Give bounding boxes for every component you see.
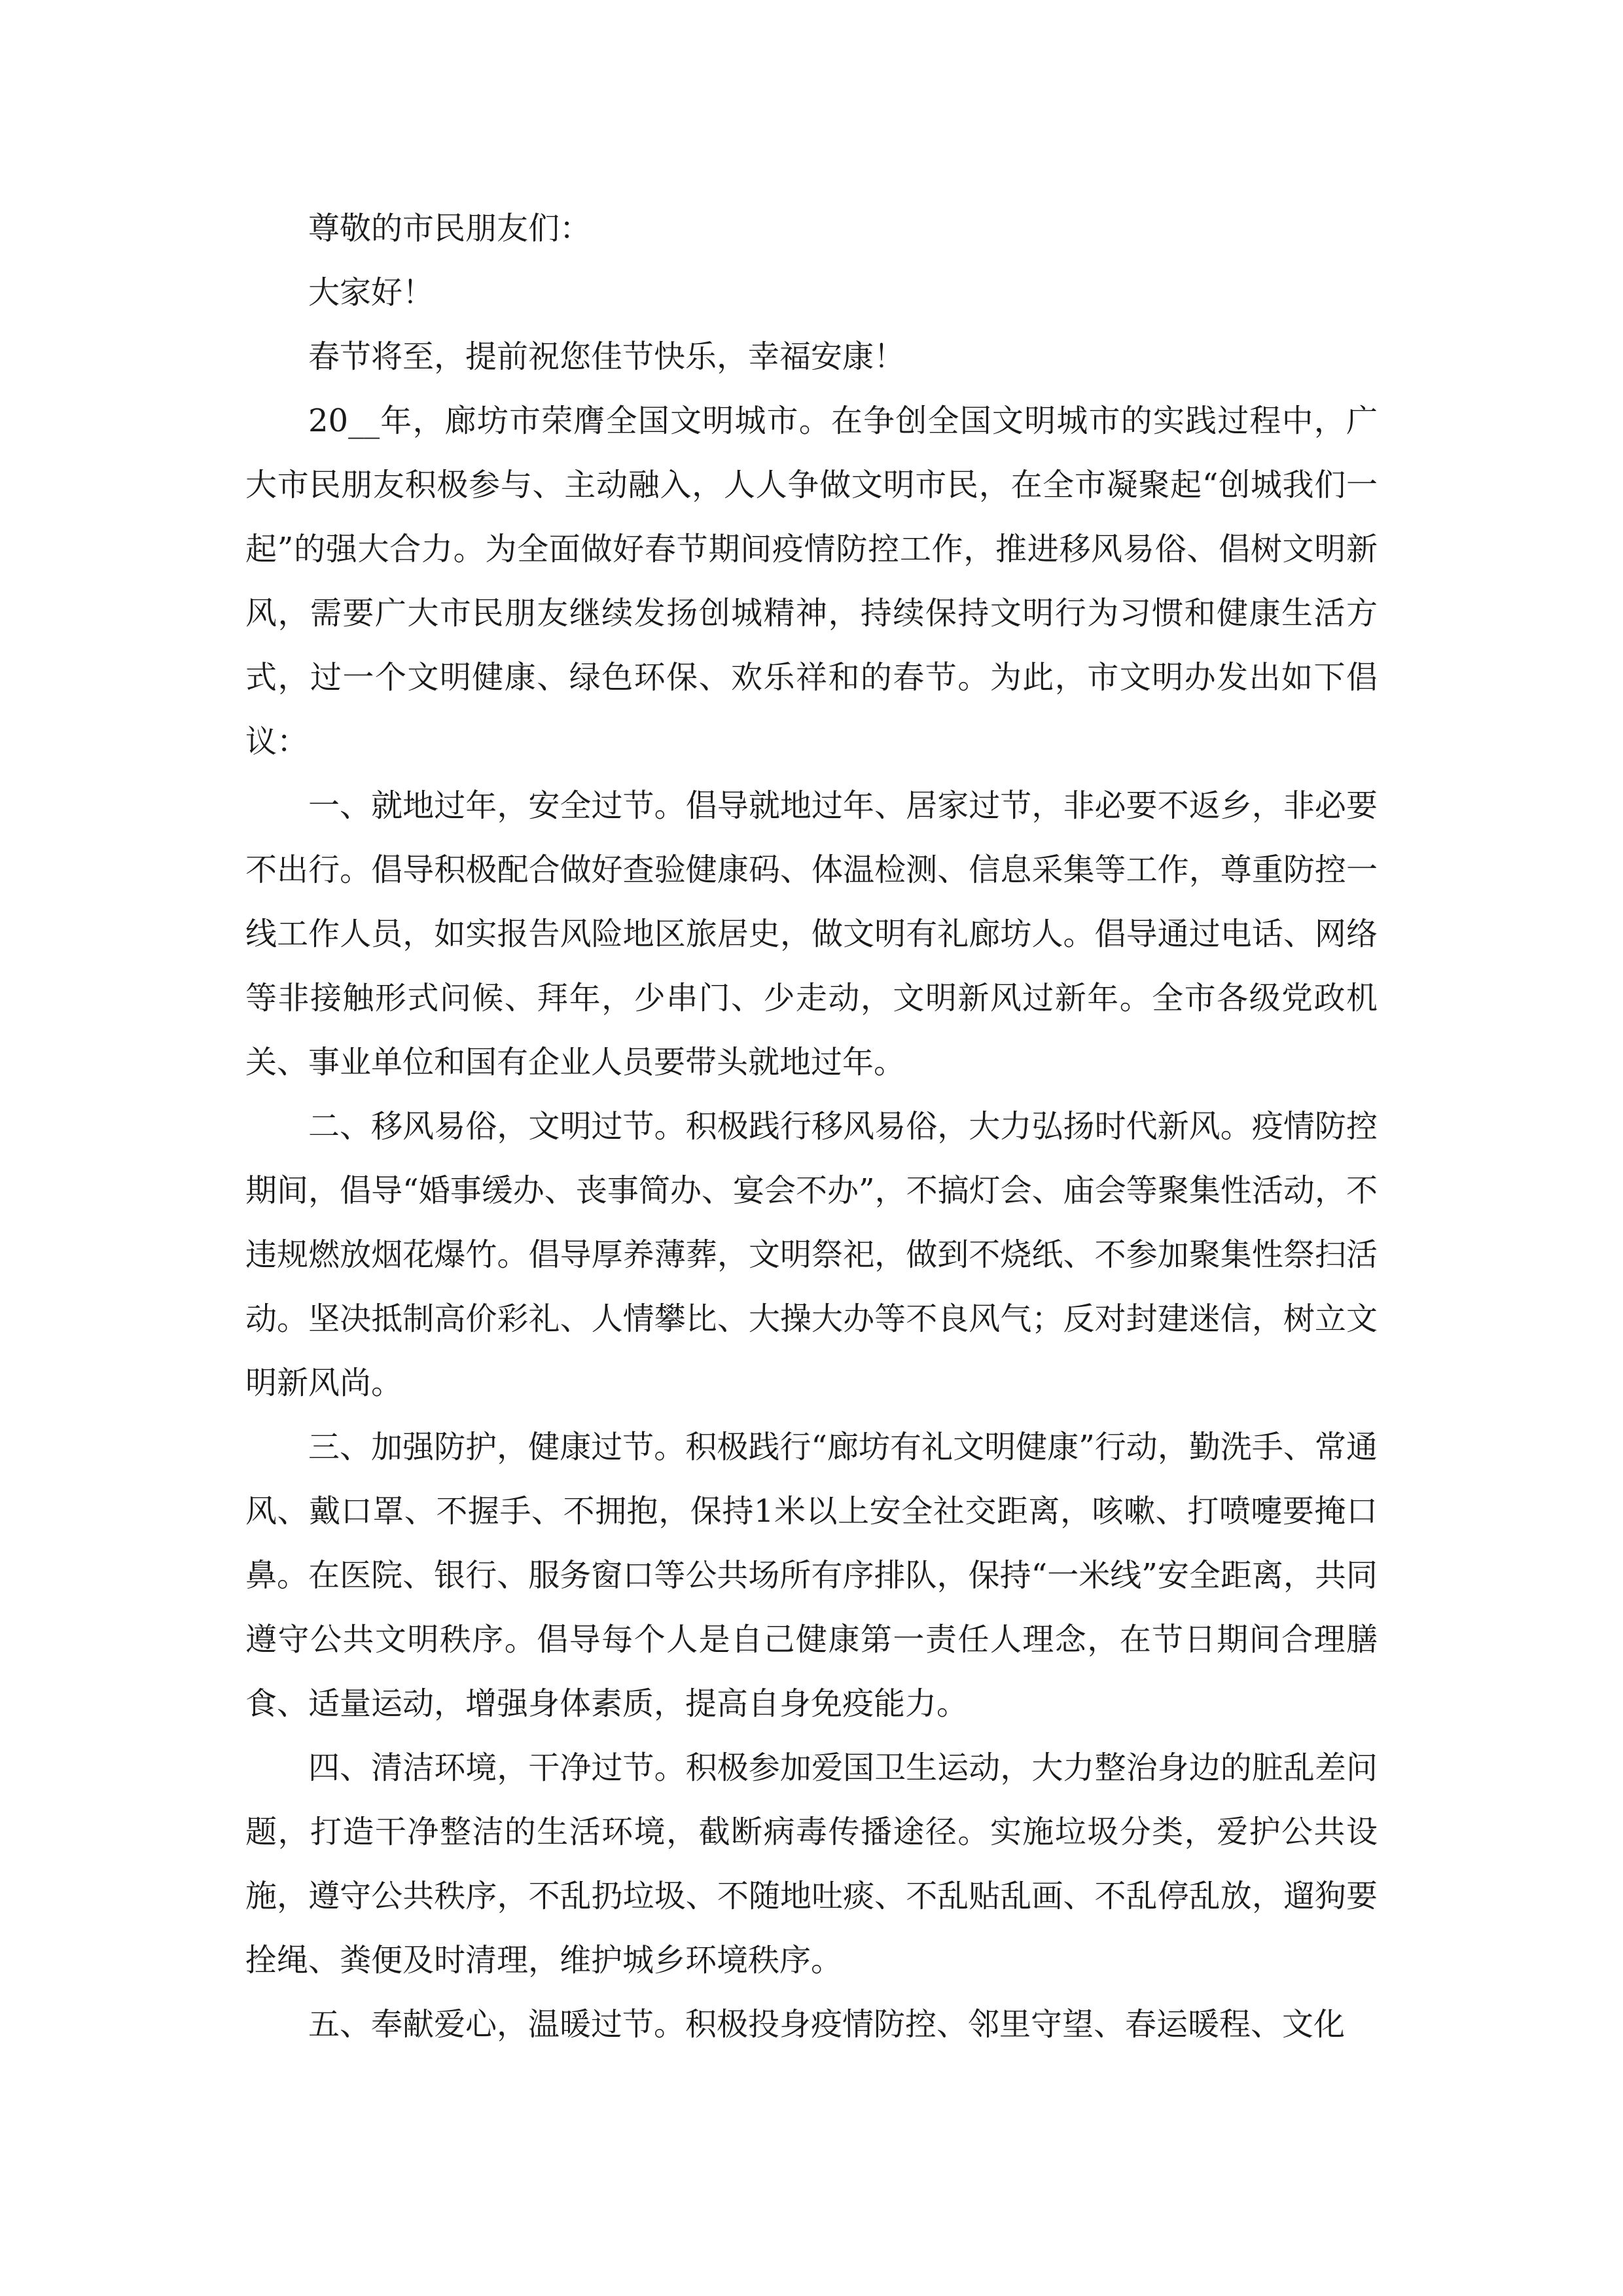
proposal-5-paragraph: 五、奉献爱心，温暖过节。积极投身疫情防控、邻里守望、春运暖程、文化 <box>308 2006 1346 2043</box>
salutation: 尊敬的市民朋友们： <box>308 210 592 247</box>
document-body <box>245 196 1378 2056</box>
intro-paragraph: 20__年，廊坊市荣膺全国文明城市。在争创全国文明城市的实践过程中，广大市民朋友积极参与、主动融入，人人争做文明市民，在全市凝聚起“创城我们一起”的强大合力。为全面做好春节期间疫情防控工作，推进移风易俗、倡树文明新风，需要广大市民朋友继续发扬创城精神，持续保持文明行为习惯和健康生活方式，过一个文明健康、绿色环保、欢乐祥和的春节。为此，市文明办发出如下倡议： <box>245 403 1378 760</box>
proposal-4-paragraph: 四、清洁环境，干净过节。积极参加爱国卫生运动，大力整治身边的脏乱差问题，打造干净整洁的生活环境，截断病毒传播途径。实施垃圾分类，爱护公共设施，遵守公共秩序，不乱扔垃圾、不随地吐痰、不乱贴乱画、不乱停乱放，遛狗要拴绳、粪便及时清理，维护城乡环境秩序。 <box>245 1749 1378 1979</box>
greeting: 大家好！ <box>308 274 435 311</box>
festival-wishes: 春节将至，提前祝您佳节快乐，幸福安康！ <box>308 338 906 375</box>
proposal-2-paragraph: 二、移风易俗，文明过节。积极践行移风易俗，大力弘扬时代新风。疫情防控期间，倡导“婚事缓办、丧事简办、宴会不办”，不搞灯会、庙会等聚集性活动，不违规燃放烟花爆竹。倡导厚养薄葬，文明祭祀，做到不烧纸、不参加聚集性祭扫活动。坚决抵制高价彩礼、人情攀比、大操大办等不良风气；反对封建迷信，树立文明新风尚。 <box>245 1108 1378 1401</box>
proposal-1-paragraph: 一、就地过年，安全过节。倡导就地过年、居家过节，非必要不返乡，非必要不出行。倡导积极配合做好查验健康码、体温检测、信息采集等工作，尊重防控一线工作人员，如实报告风险地区旅居史，做文明有礼廊坊人。倡导通过电话、网络等非接触形式问候、拜年，少串门、少走动，文明新风过新年。全市各级党政机关、事业单位和国有企业人员要带头就地过年。 <box>245 787 1378 1081</box>
proposal-3-paragraph: 三、加强防护，健康过节。积极践行“廊坊有礼文明健康”行动，勤洗手、常通风、戴口罩、不握手、不拥抱，保持1米以上安全社交距离，咳嗽、打喷嚏要掩口鼻。在医院、银行、服务窗口等公共场所有序排队，保持“一米线”安全距离，共同遵守公共文明秩序。倡导每个人是自己健康第一责任人理念，在节日期间合理膳食、适量运动，增强身体素质，提高自身免疫能力。 <box>245 1429 1378 1722</box>
